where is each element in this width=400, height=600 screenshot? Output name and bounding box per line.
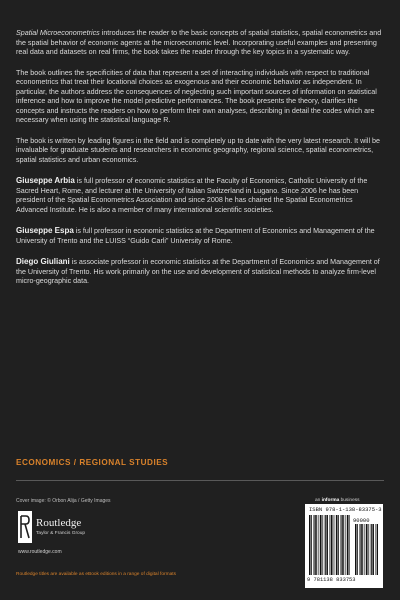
- description-paragraph-1: [16, 29, 384, 58]
- author-bio-text: is full professor of economic statistics at the Faculty of Economics, Catholic University of the Sacred Heart, Rome, and lecturer at the University of Italian Switzerland in Lugano. Since 2006 he has been president of the Spatial Econometrics Association and since 2008 he has chaired the Spatial Econometrics Advanced Institute. He is also a member of many international scientific societies.: [16, 177, 368, 214]
- subject-category: ECONOMICS / REGIONAL STUDIES: [16, 458, 169, 467]
- book-title-italic: Spatial Microeconometrics: [16, 29, 100, 37]
- publisher-name: Routledge: [36, 517, 82, 529]
- author-bio-text: is full professor in economic statistics at the Department of Economics and Management of the University of Trento and the LUISS “Guido Carli” University of Rome.: [16, 227, 375, 245]
- publisher-subtitle: Taylor & Francis Group: [36, 531, 86, 536]
- informa-brand: informa: [321, 498, 340, 503]
- addon-barcode-bars: [355, 524, 379, 575]
- routledge-logo-icon: [18, 511, 32, 543]
- author-bio-1: [16, 176, 384, 215]
- publisher-logo: [18, 511, 110, 551]
- ean-barcode-bars: [309, 515, 351, 575]
- informa-prefix: an: [315, 498, 322, 503]
- author-name: Diego Giuliani: [16, 257, 70, 266]
- author-bio-2: [16, 226, 384, 246]
- author-name: Giuseppe Arbia: [16, 176, 75, 185]
- informa-suffix: business: [339, 498, 360, 503]
- price-code: 90000: [353, 517, 370, 524]
- barcode: [305, 504, 383, 588]
- author-bio-text: is associate professor in economic statistics at the Department of Economics and Management of the University of Trento. His work primarily on the use and development of statistical methods to analyze firm-level micro-geographic data.: [16, 258, 380, 285]
- cover-image-credit: Cover image: © Orbon Alija / Getty Images: [16, 498, 111, 504]
- author-name: Giuseppe Espa: [16, 226, 74, 235]
- description-paragraph-3: The book is written by leading figures in the field and is completely up to date with the very latest research. It will be invaluable for graduate students and researchers in economic geography, regional science, spatial econometrics, spatial statistics and urban economics.: [16, 136, 380, 164]
- description-text: introduces the reader to the basic concepts of spatial statistics, spatial econometrics and the spatial behavior of economic agents at the microeconomic level. Incorporating useful examples and presenting real data and datasets on real firms, the book takes the reader through the key topics in a systematic way.: [16, 29, 382, 56]
- barcode-digits: 9 781138 833753: [307, 577, 356, 583]
- description-paragraph-2: The book outlines the specificities of data that represent a set of interacting individuals with respect to traditional econometrics that treat their locational choices as exogenous and their economic behavior as independent. In particular, the authors address the consequences of neglecting such important sources of information on statistical inference and how to improve the model predictive performances. The book presents the theory, clarifies the concepts and instructs the readers on how to perform their own analyses, describing in detail the codes which are necessary when using the statistical language R.: [16, 68, 377, 124]
- ebook-availability-note: Routledge titles are available as eBook editions in a range of digital formats: [16, 572, 176, 577]
- publisher-website[interactable]: www.routledge.com: [18, 549, 62, 555]
- informa-business-tag: [315, 498, 360, 503]
- back-cover-text: [16, 29, 384, 298]
- author-bio-3: [16, 257, 384, 287]
- divider: [16, 480, 384, 481]
- isbn-label: ISBN 978-1-138-83375-3: [309, 506, 382, 513]
